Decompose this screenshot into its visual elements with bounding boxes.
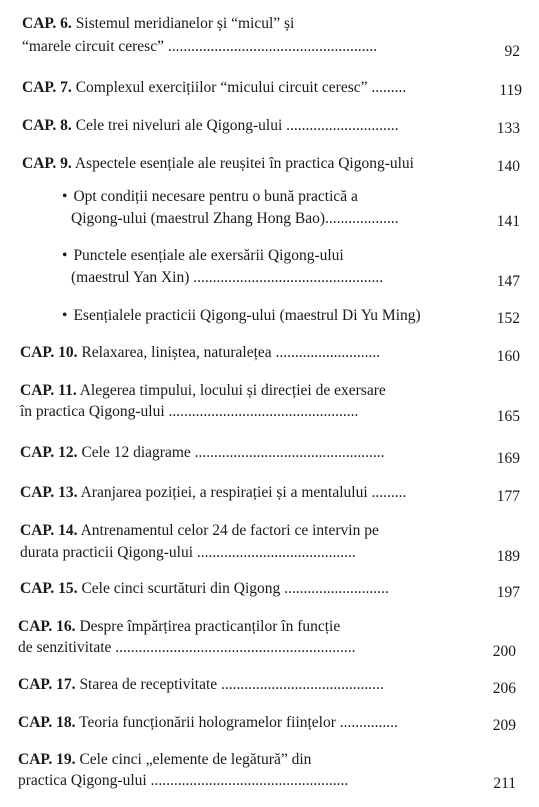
page-number: 209	[492, 717, 516, 734]
page-number: 147	[496, 273, 520, 290]
toc-line	[20, 578, 389, 600]
toc-line	[18, 674, 384, 696]
chapter-title: Antrenamentul celor 24 de factori ce intervin pe	[80, 522, 379, 539]
chapter-number: CAP. 15.	[20, 580, 78, 597]
page-number: 141	[496, 213, 520, 230]
chapter-title: Teoria funcționării hologramelor ființelor ...............	[79, 714, 398, 731]
chapter-title: Cele cinci scurtături din Qigong ...........................	[81, 580, 389, 597]
page-number: 211	[493, 775, 516, 792]
toc-line	[20, 342, 380, 364]
toc-line	[22, 153, 414, 175]
chapter-title-continued: de senzitivitate ..............................................................	[18, 639, 356, 656]
page-number: 206	[492, 680, 516, 697]
chapter-number: CAP. 7.	[22, 79, 72, 96]
toc-line	[18, 712, 398, 734]
toc-line	[20, 442, 385, 464]
chapter-title: Cele trei niveluri ale Qigong-ului .............................	[75, 117, 399, 134]
toc-line	[22, 13, 294, 35]
chapter-number: CAP. 11.	[20, 382, 77, 399]
chapter-number: CAP. 13.	[20, 484, 78, 501]
chapter-title: Alegerea timpului, locului și direcției de exersare	[79, 382, 386, 399]
subentry-title-continued: (maestrul Yan Xin) .................................................	[71, 269, 384, 286]
toc-line	[18, 616, 340, 638]
chapter-number: CAP. 9.	[22, 155, 72, 172]
chapter-number: CAP. 17.	[18, 676, 76, 693]
chapter-title: Sistemul meridianelor și “micul” și	[75, 15, 295, 32]
page-number: 119	[499, 82, 522, 99]
chapter-number: CAP. 18.	[18, 714, 76, 731]
page-number: 189	[496, 548, 520, 565]
chapter-number: CAP. 16.	[18, 618, 76, 635]
subentry-title-continued: Qigong-ului (maestrul Zhang Hong Bao)...................	[71, 210, 399, 227]
chapter-number: CAP. 14.	[20, 522, 78, 539]
chapter-number: CAP. 6.	[22, 15, 72, 32]
chapter-number: CAP. 12.	[20, 444, 78, 461]
page-number: 92	[504, 43, 520, 60]
chapter-title-continued: durata practicii Qigong-ului .........................................	[20, 544, 356, 561]
page-number: 133	[496, 120, 520, 137]
chapter-title: Complexul exercițiilor “micului circuit ceresc” .........	[75, 79, 407, 96]
page-number: 152	[496, 310, 520, 327]
chapter-title: Relaxarea, liniștea, naturalețea ...........................	[81, 344, 381, 361]
chapter-number: CAP. 10.	[20, 344, 78, 361]
chapter-number: CAP. 19.	[18, 751, 76, 768]
chapter-title-continued: practica Qigong-ului ...................................................	[18, 772, 349, 789]
toc-line	[20, 380, 386, 402]
page-number: 160	[496, 348, 520, 365]
page-number: 140	[496, 158, 520, 175]
chapter-title: Despre împărțirea practicanților în funcție	[79, 618, 341, 635]
toc-line	[20, 482, 406, 504]
chapter-title: Aspectele esențiale ale reușitei în practica Qigong-ului	[74, 155, 414, 172]
chapter-title: Cele 12 diagrame .................................................	[81, 444, 385, 461]
toc-line	[22, 77, 406, 99]
subentry-title: • Esențialele practicii Qigong-ului (maestrul Di Yu Ming)	[62, 305, 421, 327]
chapter-number: CAP. 8.	[22, 117, 72, 134]
page-number: 177	[496, 488, 520, 505]
page-number: 169	[496, 450, 520, 467]
subentry-title: • Punctele esențiale ale exersării Qigong-ului	[62, 245, 344, 267]
toc-line	[22, 115, 399, 137]
chapter-title: Cele cinci „elemente de legătură” din	[79, 751, 312, 768]
chapter-title-continued: în practica Qigong-ului .................................................	[20, 403, 359, 420]
page-number: 165	[496, 408, 520, 425]
page-number: 197	[496, 584, 520, 601]
toc-line	[18, 749, 311, 771]
chapter-title: Aranjarea poziției, a respirației și a mentalului .........	[80, 484, 407, 501]
chapter-title: Starea de receptivitate ..........................................	[79, 676, 384, 693]
chapter-title-continued: “marele circuit ceresc” ......................................................	[22, 38, 378, 55]
page-number: 200	[492, 643, 516, 660]
subentry-title: • Opt condiții necesare pentru o bună practică a	[62, 186, 358, 208]
toc-line	[20, 520, 379, 542]
